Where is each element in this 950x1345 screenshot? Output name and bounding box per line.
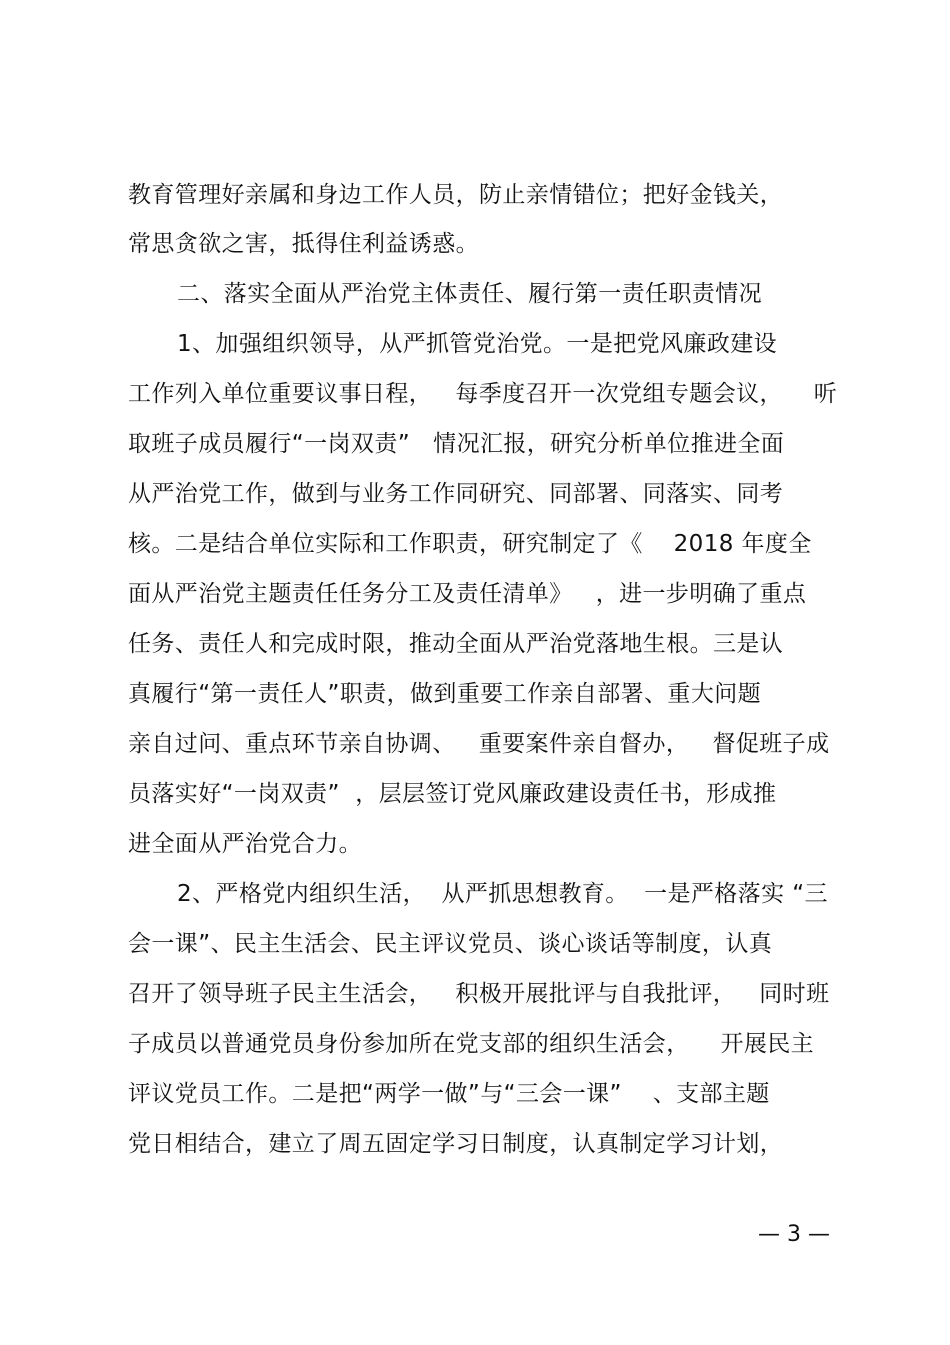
body-text-line: 真履行“第一责任人”职责，做到重要工作亲自部署、重大问题 [128, 681, 762, 707]
body-text-line: 会一课”、民主生活会、民主评议党员、谈心谈话等制度，认真 [128, 931, 773, 957]
body-text-line: 核。二是结合单位实际和工作职责，研究制定了《 2018 年度全 [128, 531, 812, 557]
body-text-line: 党日相结合，建立了周五固定学习日制度，认真制定学习计划， [128, 1131, 784, 1157]
body-text-line: 亲自过问、重点环节亲自协调、 重要案件亲自督办， 督促班子成 [128, 731, 830, 757]
body-text-line: 面从严治党主题责任任务分工及责任清单》 ，进一步明确了重点 [128, 581, 807, 607]
body-text-line: 员落实好“一岗双责” ，层层签订党风廉政建设责任书，形成推 [128, 781, 777, 807]
body-text-line: 任务、责任人和完成时限，推动全面从严治党落地生根。三是认 [128, 631, 784, 657]
body-text-line: 1、加强组织领导，从严抓管党治党。一是把党风廉政建设 [177, 331, 778, 357]
section-heading: 二、落实全面从严治党主体责任、履行第一责任职责情况 [177, 281, 762, 307]
body-text-line: 从严治党工作，做到与业务工作同研究、同部署、同落实、同考 [128, 481, 784, 507]
body-text-line: 工作列入单位重要议事日程， 每季度召开一次党组专题会议， 听 [128, 381, 838, 407]
body-text-line: 取班子成员履行“一岗双责” 情况汇报，研究分析单位推进全面 [128, 431, 785, 457]
body-text-line: 子成员以普通党员身份参加所在党支部的组织生活会， 开展民主 [128, 1031, 815, 1057]
body-text-line: 评议党员工作。二是把“两学一做”与“三会一课” 、支部主题 [128, 1081, 770, 1107]
body-text-line: 召开了领导班子民主生活会， 积极开展批评与自我批评， 同时班 [128, 981, 830, 1007]
body-text-line: 进全面从严治党合力。 [128, 831, 362, 857]
body-text-line: 教育管理好亲属和身边工作人员，防止亲情错位；把好金钱关， [128, 182, 784, 208]
page-number: — 3 — [758, 1222, 830, 1247]
body-text-line: 2、严格党内组织生活， 从严抓思想教育。 一是严格落实 “三 [177, 881, 828, 907]
body-text-line: 常思贪欲之害，抵得住利益诱惑。 [128, 231, 479, 257]
